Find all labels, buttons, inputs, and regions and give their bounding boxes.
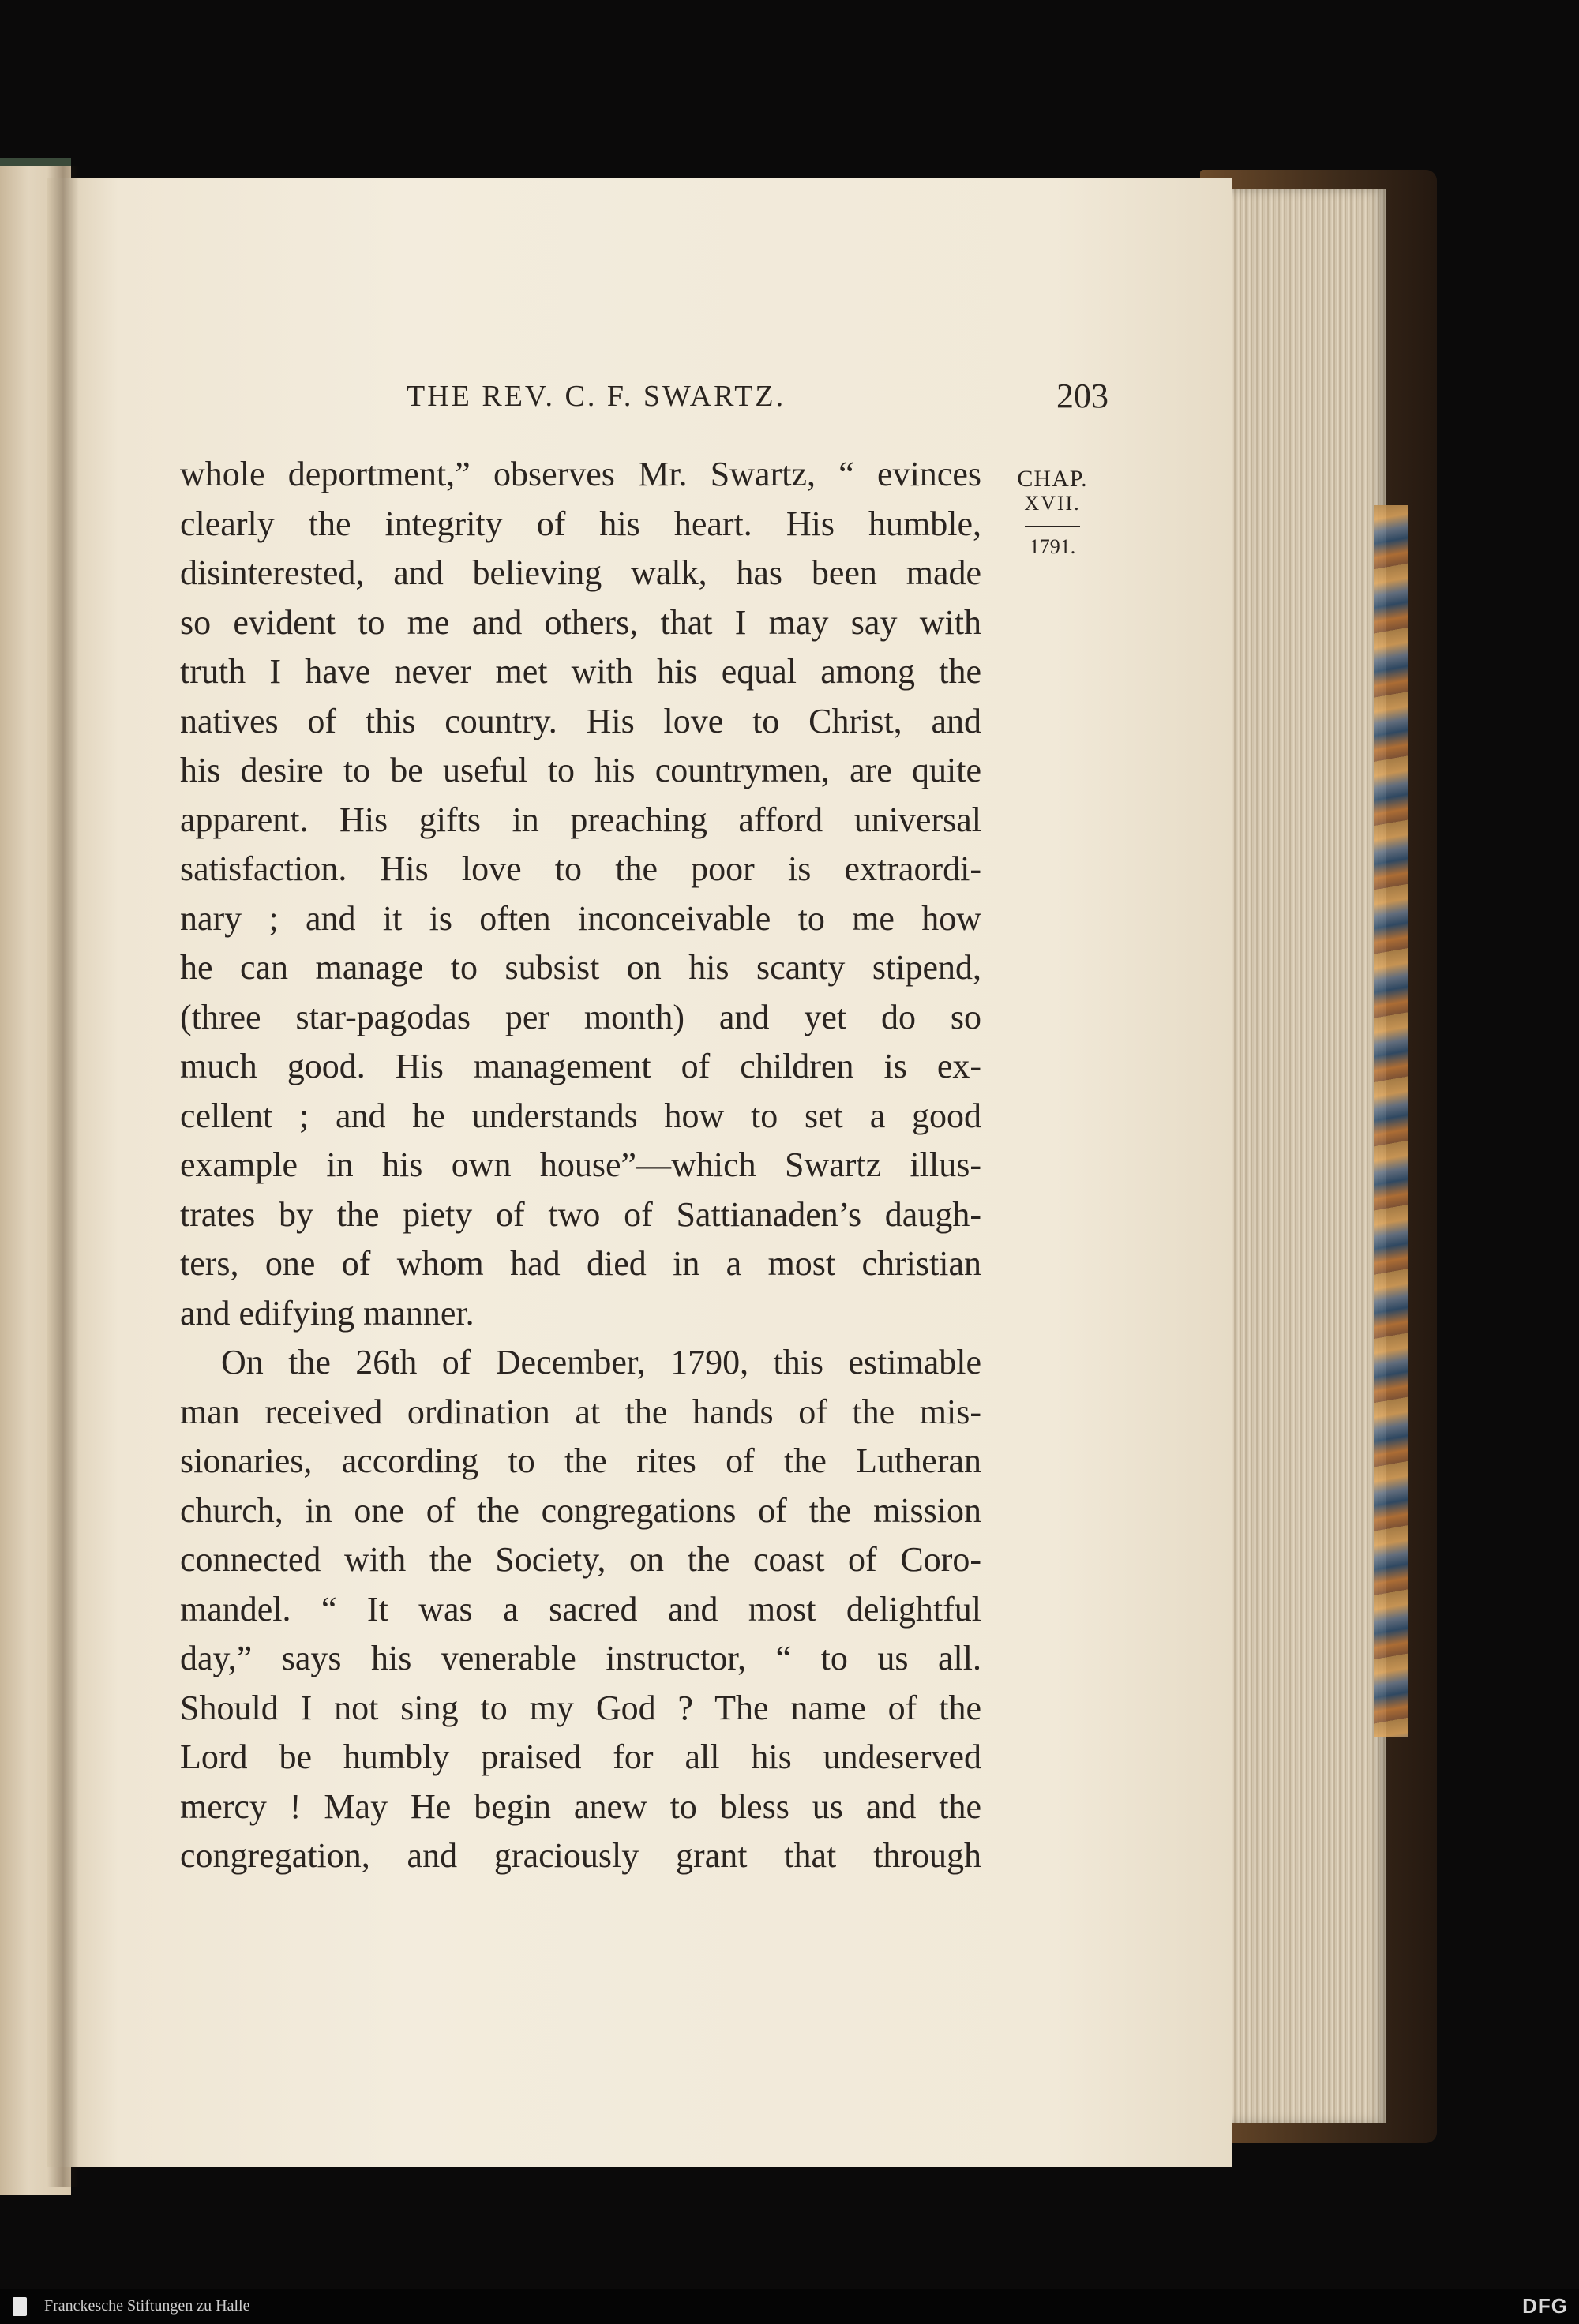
text-line: his desire to be useful to his countrymen, are quite (180, 751, 981, 789)
text-line: Should I not sing to my God ? The name of the (180, 1688, 981, 1727)
text-line: truth I have never met with his equal among the (180, 652, 981, 691)
text-line: On the 26th of December, 1790, this estimable (221, 1343, 981, 1381)
text-line: mandel. “ It was a sacred and most delightful (180, 1589, 981, 1629)
text-line: example in his own house”—which Swartz illus- (180, 1145, 981, 1184)
institution-name: Franckesche Stiftungen zu Halle (44, 2297, 250, 2315)
text-line: clearly the integrity of his heart. His humble, (180, 504, 981, 543)
text-line: congregation, and graciously grant that through (180, 1836, 981, 1875)
text-line: sionaries, according to the rites of the Lutheran (180, 1441, 981, 1480)
text-line: much good. His management of children is ex- (180, 1047, 981, 1085)
page-block-edges (1220, 189, 1386, 2123)
margin-note (1009, 466, 1096, 559)
text-line: cellent ; and he understands how to set a good (180, 1096, 981, 1135)
text-line: disinterested, and believing walk, has been made (180, 553, 981, 592)
text-line: apparent. His gifts in preaching afford universal (180, 800, 981, 839)
spine-shadow (47, 166, 79, 2187)
text-line: so evident to me and others, that I may say with (180, 602, 981, 642)
text-line: connected with the Society, on the coast of Coro- (180, 1540, 981, 1579)
marbled-edge (1374, 505, 1408, 1737)
institution-logo-icon (13, 2297, 27, 2316)
text-line: day,” says his venerable instructor, “ to us all. (180, 1639, 981, 1677)
margin-rule (1025, 526, 1080, 527)
body-text (180, 450, 981, 1881)
text-line: satisfaction. His love to the poor is extraordi- (180, 849, 981, 888)
text-line: (three star-pagodas per month) and yet do so (180, 997, 981, 1036)
text-line: church, in one of the congregations of the mission (180, 1490, 981, 1530)
page-number: 203 (1056, 377, 1108, 415)
text-line: nary ; and it is often inconceivable to me how (180, 898, 981, 938)
text-line: trates by the piety of two of Sattianaden’s daugh- (180, 1194, 981, 1234)
text-line: Lord be humbly praised for all his undeserved (180, 1737, 981, 1776)
running-title: THE REV. C. F. SWARTZ. (407, 380, 786, 413)
margin-chapter-label: CHAP. (1017, 466, 1088, 492)
dfg-logo: DFG (1522, 2294, 1568, 2318)
margin-chapter-number: XVII. (1024, 492, 1081, 515)
text-line: he can manage to subsist on his scanty stipend, (180, 948, 981, 987)
text-line: whole deportment,” observes Mr. Swartz, “ evinces (180, 455, 981, 493)
text-line: man received ordination at the hands of the mis- (180, 1392, 981, 1431)
text-line: natives of this country. His love to Christ, and (180, 701, 981, 740)
margin-year: 1791. (1029, 535, 1076, 558)
viewer-footer (0, 2289, 1579, 2324)
text-line: mercy ! May He begin anew to bless us and the (180, 1786, 981, 1826)
text-line: ters, one of whom had died in a most christian (180, 1244, 981, 1283)
text-line: and edifying manner. (180, 1293, 474, 1333)
